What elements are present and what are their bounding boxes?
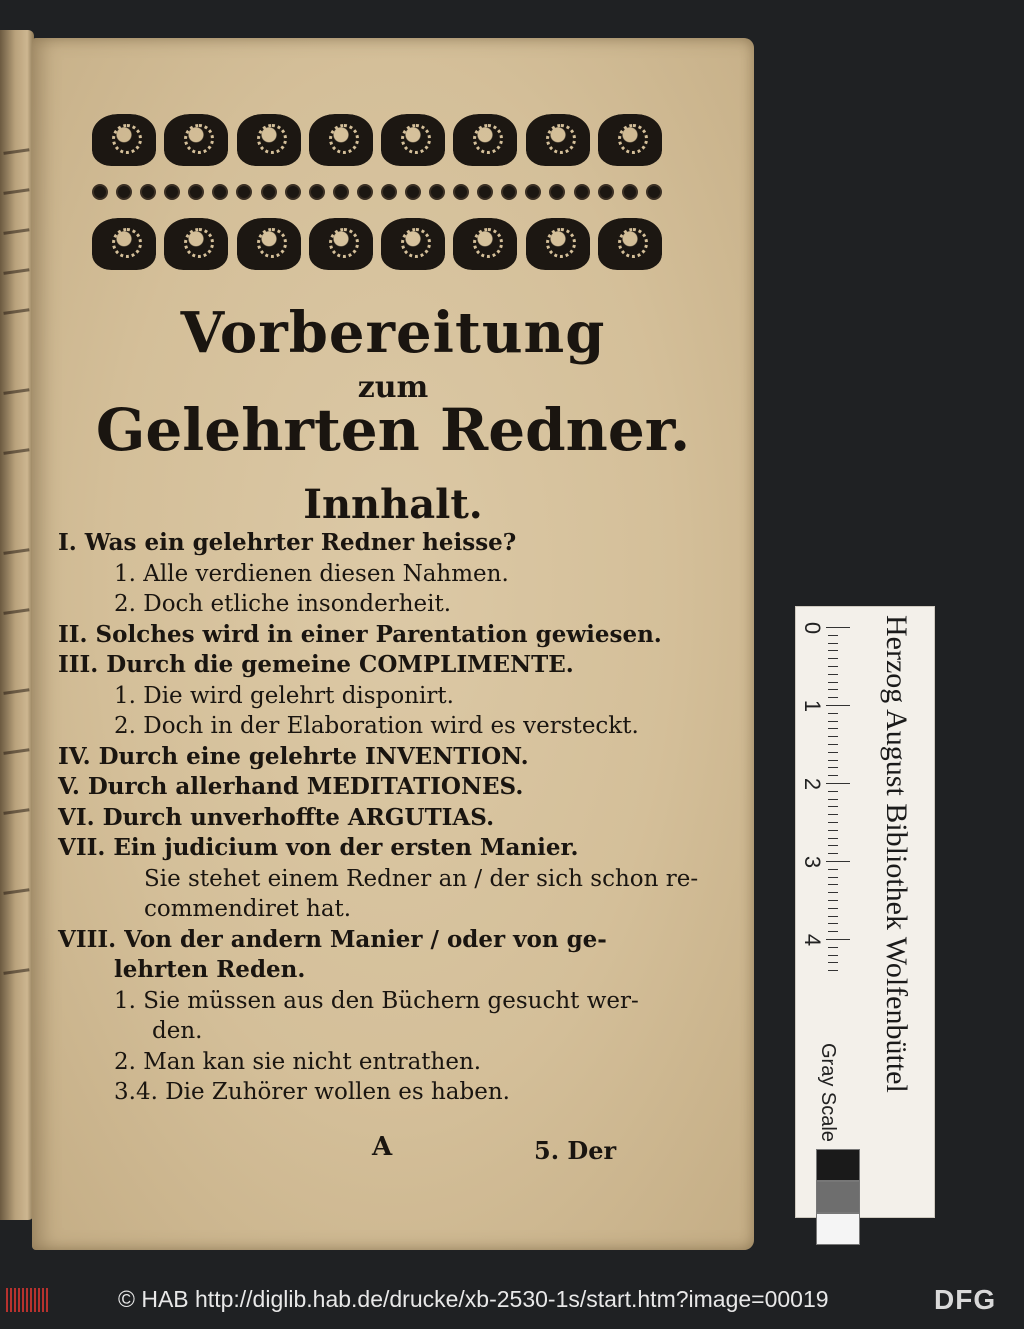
- toc-line: lehrten Reden.: [114, 956, 306, 983]
- ruler-tick: [828, 752, 838, 753]
- ruler-tick: [826, 705, 850, 706]
- ruler-tick: [828, 791, 838, 792]
- dfg-logo: DFG: [934, 1284, 997, 1315]
- title-gelehrten-redner: Gelehrten Redner.: [95, 396, 691, 464]
- library-name: Herzog August Bibliothek Wolfenbüttel: [880, 615, 913, 1093]
- catchword: 5. Der: [534, 1136, 617, 1165]
- ruler-tick: [828, 900, 838, 901]
- ruler-tick: [828, 814, 838, 815]
- ruler-tick: [828, 853, 838, 854]
- ruler-tick: [828, 947, 838, 948]
- page-text: [32, 38, 754, 1250]
- toc-line: V. Durch allerhand MEDITATIONES.: [58, 773, 524, 800]
- ruler-number: 4: [800, 933, 826, 947]
- toc-line: 1. Sie müssen aus den Büchern gesucht wer-: [114, 987, 639, 1014]
- ruler-tick: [828, 955, 838, 956]
- ruler-tick: [828, 970, 838, 971]
- ruler-tick: [828, 721, 838, 722]
- ruler-tick: [828, 760, 838, 761]
- ruler-tick: [828, 908, 838, 909]
- toc-line: I. Was ein gelehrter Redner heisse?: [58, 529, 517, 556]
- ruler-tick: [828, 713, 838, 714]
- previous-page-edge: [0, 30, 34, 1220]
- toc-line: den.: [152, 1018, 203, 1044]
- ruler-number: 2: [800, 777, 826, 791]
- toc-line: 2. Man kan sie nicht entrathen.: [114, 1048, 482, 1075]
- ruler-number: 3: [800, 855, 826, 869]
- ruler-tick: [828, 697, 838, 698]
- ruler-tick: [828, 689, 838, 690]
- ruler-tick: [828, 775, 838, 776]
- ruler-tick: [828, 892, 838, 893]
- toc-line: 3.4. Die Zuhörer wollen es haben.: [114, 1079, 510, 1105]
- toc-line: 1. Die wird gelehrt disponirt.: [114, 682, 454, 709]
- ruler-tick: [826, 627, 850, 628]
- ruler-tick: [828, 845, 838, 846]
- gray-swatch: [816, 1213, 860, 1245]
- title-vorbereitung: Vorbereitung: [180, 300, 606, 366]
- ruler-tick: [828, 728, 838, 729]
- table-of-contents: [58, 528, 699, 1108]
- ruler-tick: [828, 884, 838, 885]
- ruler: [800, 613, 854, 1033]
- ruler-tick: [828, 923, 838, 924]
- ruler-tick: [828, 916, 838, 917]
- ruler-tick: [828, 674, 838, 675]
- ruler-tick: [828, 962, 838, 963]
- gray-swatches: [816, 1149, 860, 1245]
- ruler-tick: [828, 635, 838, 636]
- ruler-tick: [826, 861, 850, 862]
- library-label: [868, 615, 924, 1205]
- signature-mark: A: [372, 1132, 393, 1162]
- toc-line: VIII. Von der andern Manier / oder von ge-: [58, 925, 607, 953]
- title-zum: zum: [357, 370, 429, 405]
- color-scale-bar: [795, 606, 935, 1218]
- toc-line: commendiret hat.: [144, 896, 352, 922]
- toc-line: IV. Durch eine gelehrte INVENTION.: [58, 742, 529, 770]
- contents-heading: Innhalt.: [303, 481, 483, 528]
- gray-scale-label: Gray Scale: [817, 1043, 839, 1142]
- hab-logo-icon: [6, 1288, 48, 1312]
- ruler-tick: [828, 744, 838, 745]
- toc-line: 2. Doch in der Elaboration wird es versteckt.: [114, 713, 639, 739]
- ruler-tick: [828, 666, 838, 667]
- ruler-tick: [828, 822, 838, 823]
- toc-line: III. Durch die gemeine COMPLIMENTE.: [58, 651, 574, 678]
- toc-line: 2. Doch etliche insonderheit.: [114, 591, 452, 617]
- ruler-tick: [828, 682, 838, 683]
- ruler-tick: [826, 783, 850, 784]
- ruler-tick: [828, 931, 838, 932]
- ruler-number: 1: [800, 699, 826, 713]
- ruler-tick: [828, 650, 838, 651]
- ruler-tick: [828, 869, 838, 870]
- ruler-tick: [828, 830, 838, 831]
- toc-line: VII. Ein judicium von der ersten Manier.: [58, 834, 579, 861]
- ruler-tick: [828, 799, 838, 800]
- ruler-tick: [828, 806, 838, 807]
- ruler-number: 0: [800, 621, 826, 635]
- ruler-tick: [828, 838, 838, 839]
- toc-line: 1. Alle verdienen diesen Nahmen.: [114, 560, 509, 587]
- toc-line: Sie stehet einem Redner an / der sich schon re-: [144, 865, 699, 892]
- ruler-tick: [828, 877, 838, 878]
- gray-swatch: [816, 1149, 860, 1181]
- ruler-tick: [828, 658, 838, 659]
- ruler-tick: [828, 643, 838, 644]
- toc-line: VI. Durch unverhoffte ARGUTIAS.: [58, 803, 495, 831]
- gray-swatch: [816, 1181, 860, 1213]
- toc-line: II. Solches wird in einer Parentation gewiesen.: [58, 620, 662, 648]
- ruler-tick: [826, 939, 850, 940]
- copyright-link[interactable]: © HAB http://diglib.hab.de/drucke/xb-2530-1s/start.htm?image=00019: [118, 1286, 829, 1312]
- ruler-tick: [828, 767, 838, 768]
- ruler-tick: [828, 736, 838, 737]
